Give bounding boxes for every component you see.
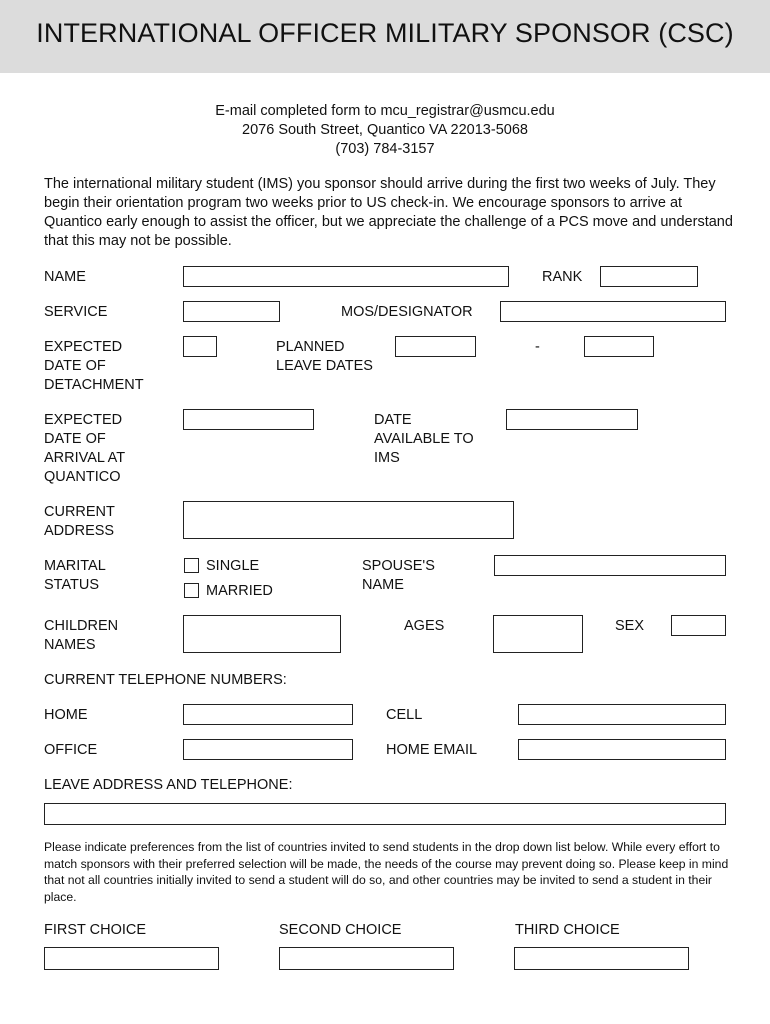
leave-dates-dash: -	[535, 339, 540, 355]
planned-leave-label: PLANNED LEAVE DATES	[276, 339, 373, 374]
expected-detachment-label: EXPECTED DATE OF DETACHMENT	[44, 339, 144, 393]
date-available-input[interactable]	[506, 409, 638, 430]
cell-phone-input[interactable]	[518, 704, 726, 725]
children-names-input[interactable]	[183, 615, 341, 653]
current-address-input[interactable]	[183, 501, 514, 539]
single-label: SINGLE	[206, 558, 260, 574]
home-email-label: HOME EMAIL	[386, 742, 478, 758]
mos-designator-input[interactable]	[500, 301, 726, 322]
service-label: SERVICE	[44, 304, 108, 320]
name-input[interactable]	[183, 266, 509, 287]
header-banner	[0, 0, 770, 73]
home-email-input[interactable]	[518, 739, 726, 760]
married-checkbox[interactable]	[184, 583, 199, 598]
contact-address-line: 2076 South Street, Quantico VA 22013-5068	[242, 122, 528, 138]
expected-detachment-input[interactable]	[183, 336, 217, 357]
second-choice-label: SECOND CHOICE	[279, 922, 402, 938]
spouse-name-label: SPOUSE'S NAME	[362, 558, 435, 593]
office-phone-input[interactable]	[183, 739, 353, 760]
second-choice-dropdown[interactable]	[279, 947, 454, 970]
third-choice-dropdown[interactable]	[514, 947, 689, 970]
spouse-name-input[interactable]	[494, 555, 726, 576]
first-choice-dropdown[interactable]	[44, 947, 219, 970]
leave-address-input[interactable]	[44, 803, 726, 825]
married-label: MARRIED	[206, 583, 273, 599]
current-address-label: CURRENT ADDRESS	[44, 504, 115, 539]
contact-email-line: E-mail completed form to mcu_registrar@usmcu.edu	[215, 103, 555, 119]
single-checkbox[interactable]	[184, 558, 199, 573]
marital-status-label: MARITAL STATUS	[44, 558, 106, 593]
children-names-label: CHILDREN NAMES	[44, 618, 119, 653]
home-phone-input[interactable]	[183, 704, 353, 725]
office-phone-label: OFFICE	[44, 742, 98, 758]
contact-phone-line: (703) 784-3157	[335, 141, 435, 157]
service-input[interactable]	[183, 301, 280, 322]
cell-phone-label: CELL	[386, 707, 423, 723]
ages-input[interactable]	[493, 615, 583, 653]
name-label: NAME	[44, 269, 86, 285]
sex-label: SEX	[615, 618, 645, 634]
mos-designator-label: MOS/DESIGNATOR	[341, 304, 473, 320]
phone-numbers-heading: CURRENT TELEPHONE NUMBERS:	[44, 672, 287, 688]
leave-start-input[interactable]	[395, 336, 476, 357]
rank-label: RANK	[542, 269, 583, 285]
intro-paragraph: The international military student (IMS) you sponsor should arrive during the first two weeks of July. They begin their orientation program two weeks prior to US check-in. We encourage sponsors to arrive at Quantico early enough to assist the officer, but we appreciate the challenge of a PCS move and understand that this may not be possible.	[44, 176, 733, 249]
expected-arrival-input[interactable]	[183, 409, 314, 430]
rank-input[interactable]	[600, 266, 698, 287]
leave-end-input[interactable]	[584, 336, 654, 357]
date-available-label: DATE AVAILABLE TO IMS	[374, 412, 474, 466]
preferences-note: Please indicate preferences from the list of countries invited to send students in the drop down list below. While every effort to match sponsors with their preferred selection will be made, the needs of the course may prevent doing so. Please keep in mind that not all countries initially invited to send a student will do so, and other countries may be invited to send a student in their place.	[44, 840, 729, 904]
expected-arrival-label: EXPECTED DATE OF ARRIVAL AT QUANTICO	[44, 412, 126, 485]
first-choice-label: FIRST CHOICE	[44, 922, 147, 938]
ages-label: AGES	[404, 618, 445, 634]
page-title: INTERNATIONAL OFFICER MILITARY SPONSOR (CSC)	[36, 18, 734, 48]
third-choice-label: THIRD CHOICE	[515, 922, 620, 938]
home-phone-label: HOME	[44, 707, 88, 723]
leave-address-label: LEAVE ADDRESS AND TELEPHONE:	[44, 777, 293, 793]
sex-input[interactable]	[671, 615, 726, 636]
